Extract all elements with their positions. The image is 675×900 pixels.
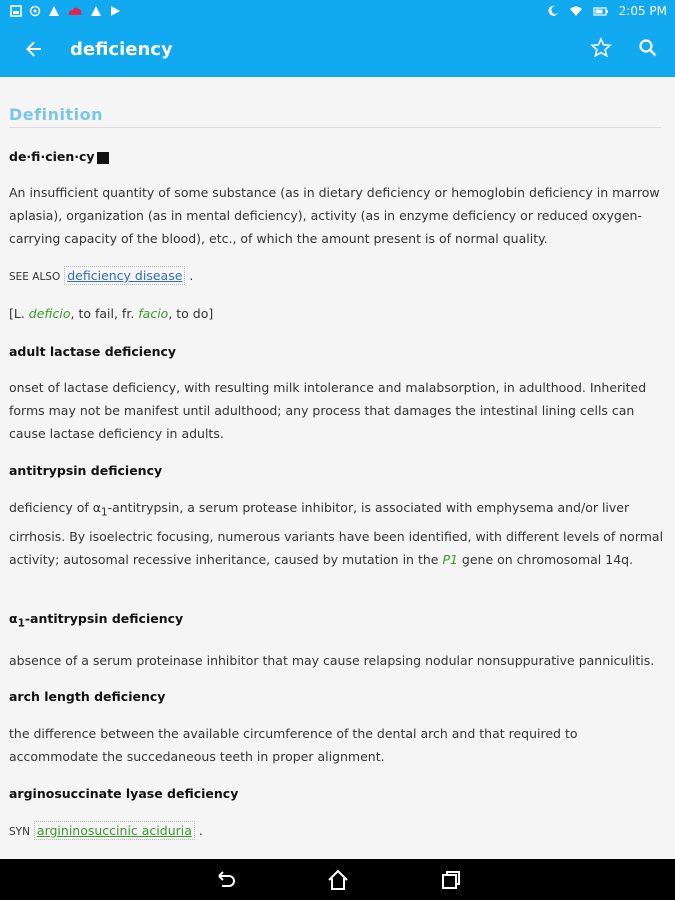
subentry-definition: absence of a serum proteinase inhibitor that may cause relapsing nodular nonsuppurative panniculitis.: [9, 653, 655, 668]
definition-text: -antitrypsin, a serum protease inhibitor, is associated with emphysema and/or liver cirrhosis. By isoelectric focusing, numerous variants have been identified, with different levels of normal activity; autosomal recessive inheritance, caused by mutation in the: [9, 500, 664, 567]
status-time: 2:05 PM: [618, 4, 667, 18]
subentry-term: antitrypsin deficiency: [9, 463, 163, 478]
cloud-notification-icon: [67, 5, 83, 17]
synonym-link[interactable]: argininosuccinic aciduria: [34, 821, 195, 840]
main-definition: An insufficient quantity of some substance (as in dietary deficiency or hemoglobin deficiency in marrow aplasia), organization (as in mental deficiency), activity (as in enzyme deficiency or reduced oxygen-carrying capacity of the blood), etc., of which the amount present is of normal quality.: [9, 185, 660, 246]
moon-icon: [547, 5, 559, 17]
system-navigation-bar: [0, 859, 675, 900]
see-also-link[interactable]: deficiency disease: [64, 266, 185, 285]
definition-content[interactable]: [0, 77, 675, 859]
toolbar: [0, 24, 675, 77]
back-arrow-icon[interactable]: [22, 37, 46, 61]
headword-text: de·fi·cien·cy: [9, 149, 95, 164]
subscript: 1: [100, 506, 108, 519]
search-icon[interactable]: [636, 36, 660, 60]
sync-notification-icon: [29, 5, 41, 17]
etymology-word-1: deficio: [28, 306, 71, 321]
etymology-word-2: facio: [138, 306, 169, 321]
subentry-term: arginosuccinate lyase deficiency: [9, 786, 239, 801]
status-bar: [0, 0, 675, 24]
star-icon[interactable]: [589, 36, 613, 60]
subscript: 1: [17, 617, 25, 630]
etymology: [9, 302, 664, 325]
subentry-term: adult lactase deficiency: [9, 344, 177, 359]
nav-home-icon[interactable]: [326, 868, 350, 892]
term-text: α: [9, 611, 18, 626]
app-header: [0, 0, 675, 77]
section-heading: Definition: [9, 105, 103, 124]
etymology-pre: [L.: [9, 306, 29, 321]
term-text: -antitrypsin deficiency: [24, 611, 184, 626]
see-also-label: SEE ALSO: [9, 271, 61, 283]
subentry-definition: the difference between the available circumference of the dental arch and that required to accommodate the succedaneous teeth in proper alignment.: [9, 726, 578, 764]
battery-icon: [593, 5, 609, 17]
subentry-definition: [9, 496, 664, 571]
section-divider: [9, 127, 661, 128]
subentry-term: [9, 611, 183, 630]
pronunciation-audio-icon[interactable]: [97, 152, 109, 164]
nav-back-icon[interactable]: [214, 868, 238, 892]
definition-text: deficiency of α: [9, 500, 101, 515]
wifi-icon: [569, 5, 583, 17]
gallery-notification-icon: [10, 5, 22, 17]
headword: [9, 149, 109, 164]
nav-recents-icon[interactable]: [439, 868, 463, 892]
etymology-post: , to do]: [168, 306, 214, 321]
etymology-mid: , to fail, fr.: [70, 306, 139, 321]
synonym-row: SYN argininosuccinic aciduria .: [9, 823, 203, 838]
definition-text: gene on chromosomal 14q.: [457, 551, 634, 567]
page-title: deficiency: [70, 39, 173, 60]
subentry-term: arch length deficiency: [9, 689, 166, 704]
app-notification-icon: [48, 5, 60, 17]
play-notification-icon: [109, 5, 121, 17]
gene-name: P1: [442, 551, 458, 567]
synonym-label: SYN: [9, 826, 30, 838]
see-also-row: SEE ALSO deficiency disease .: [9, 268, 194, 283]
subentry-definition: onset of lactase deficiency, with resulting milk intolerance and malabsorption, in adulthood. Inherited forms may not be manifest until adulthood; any process that damages the intestinal lining cells can cause lactase deficiency in adults.: [9, 380, 647, 441]
app2-notification-icon: [90, 5, 102, 17]
